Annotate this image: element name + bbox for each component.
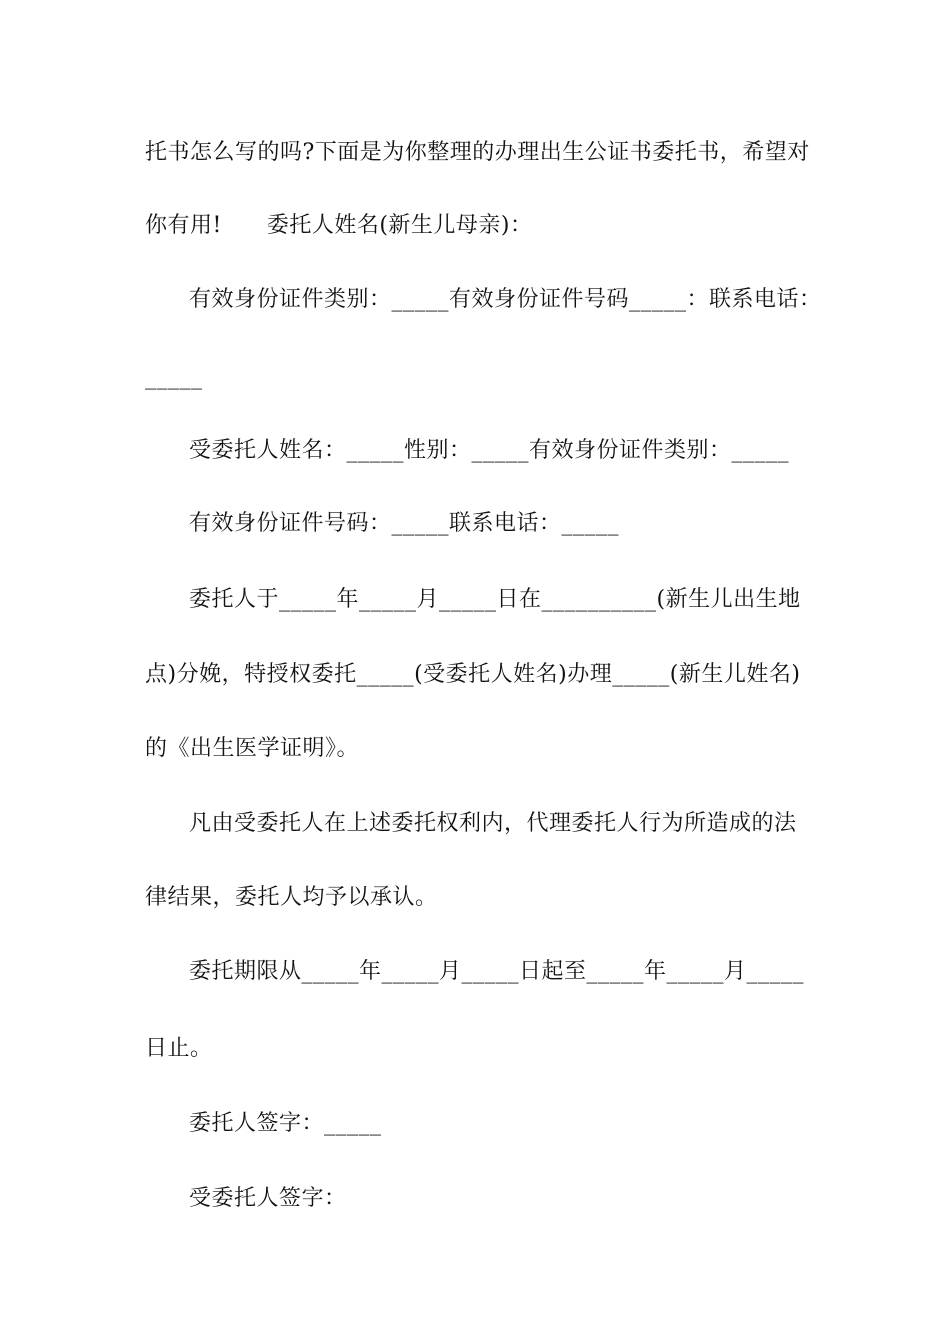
term-line-1: 委托期限从_____年_____月_____日起至_____年_____月_____ [189, 959, 805, 984]
paragraph-intro-line-1: 托书怎么写的吗?下面是为你整理的办理出生公证书委托书，希望对 [145, 140, 810, 165]
principal-phone-blank: _____ [145, 365, 203, 390]
principal-signature-line: 委托人签字：_____ [189, 1111, 382, 1136]
liability-line-2: 律结果，委托人均予以承认。 [145, 885, 438, 910]
term-line-2: 日止。 [145, 1036, 213, 1061]
agent-id-phone-line: 有效身份证件号码：_____联系电话：_____ [189, 511, 620, 536]
paragraph-intro-line-2: 你有用! 委托人姓名(新生儿母亲)： [145, 213, 533, 238]
authorization-line-3: 的《出生医学证明》。 [145, 736, 360, 761]
agent-signature-line: 受委托人签字： [189, 1186, 347, 1211]
authorization-line-2: 点)分娩，特授权委托_____(受委托人姓名)办理_____(新生儿姓名) [145, 662, 801, 687]
authorization-line-1: 委托人于_____年_____月_____日在__________(新生儿出生地 [189, 587, 801, 612]
agent-info-line: 受委托人姓名：_____性别：_____有效身份证件类别：_____ [189, 438, 790, 463]
liability-line-1: 凡由受委托人在上述委托权利内，代理委托人行为所造成的法 [189, 811, 797, 836]
principal-id-line: 有效身份证件类别：_____有效身份证件号码_____：联系电话： [189, 287, 822, 312]
